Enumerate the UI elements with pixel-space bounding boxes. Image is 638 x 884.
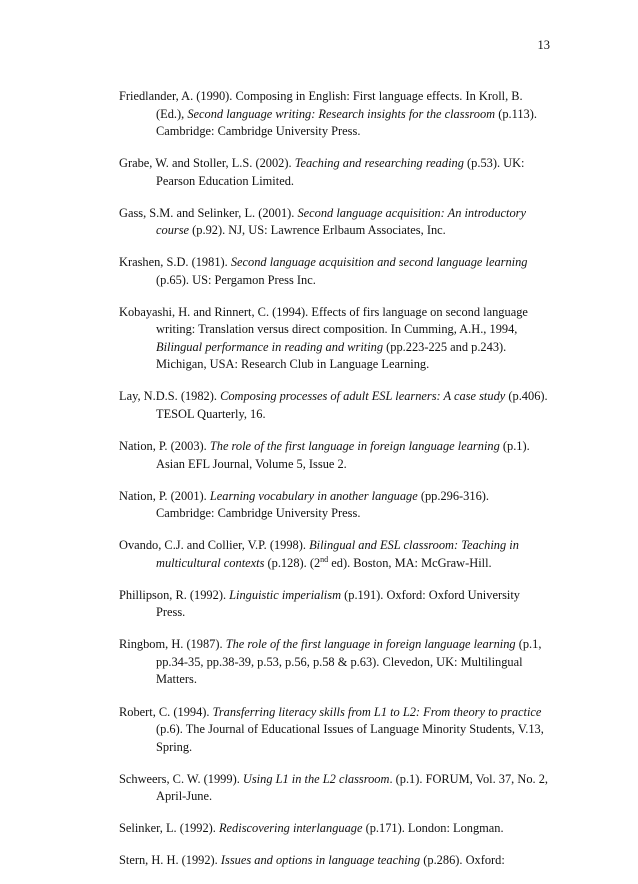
reference-authors: Friedlander, A. (1990). Composing in English: First language effects. In Kroll, B. (Ed.), [119,89,523,121]
reference-details: (p.171). London: Longman. [362,821,504,836]
reference-authors: Ringbom, H. (1987). [119,637,226,652]
reference-title: Learning vocabulary in another language [209,488,418,503]
edition-superscript: nd [320,554,329,564]
reference-title: Bilingual performance in reading and writing [156,339,384,354]
reference-details: (p.92). NJ, US: Lawrence Erlbaum Associates, Inc. [189,223,446,238]
reference-entry [119,254,549,289]
reference-title: Transferring literacy skills from L1 to L2: From theory to practice [212,704,542,719]
reference-authors: Nation, P. (2001). [119,488,210,503]
reference-authors: Gass, S.M. and Selinker, L. (2001). [119,205,298,220]
reference-details: (p.53). UK: Pearson Education Limited. [156,156,525,188]
reference-details: (p.113). Cambridge: Cambridge University Press. [156,106,537,138]
reference-details: (p.65). US: Pergamon Press Inc. [156,272,316,287]
reference-entry [119,636,549,689]
reference-details: (p.1, pp.34-35, pp.38-39, p.53, p.56, p.58 & p.63). Clevedon, UK: Multilingual Matters. [156,637,542,687]
reference-authors: Kobayashi, H. and Rinnert, C. (1994). Effects of firs language on second language writing: Translation versus direct composition. In Cumming, A.H., 1994, [119,304,528,337]
reference-details: (p.1). Asian EFL Journal, Volume 5, Issue 2. [156,439,530,471]
reference-details: (p.191). Oxford: Oxford University Press. [156,587,520,620]
reference-entry [119,704,549,757]
reference-title: The role of the first language in foreign language learning [209,439,500,454]
reference-details: . (p.1). FORUM, Vol. 37, No. 2, April-June. [156,771,549,804]
page-number: 13 [537,38,550,52]
reference-authors: Phillipson, R. (1992). [119,587,230,602]
reference-title: The role of the first language in foreign language learning [225,637,516,652]
reference-details: (p.6). The Journal of Educational Issues of Language Minority Students, V.13, Spring. [156,722,544,754]
reference-entry [119,155,549,190]
reference-title: Second language writing: Research insights for the classroom [187,106,496,121]
reference-title: Rediscovering interlanguage [218,821,363,836]
reference-entry [119,820,549,838]
reference-title: Linguistic imperialism [229,587,342,602]
reference-entry [119,438,549,473]
reference-authors: Grabe, W. and Stoller, L.S. (2002). [119,156,295,171]
reference-title: Second language acquisition and second language learning [230,255,528,270]
reference-entry [119,205,549,240]
reference-title: Teaching and researching reading [294,156,464,171]
reference-entry [119,388,549,423]
reference-authors: Nation, P. (2003). [119,439,210,454]
reference-entry [119,488,549,523]
reference-details: (pp.223-225 and p.243). Michigan, USA: Research Club in Language Learning. [156,339,507,372]
reference-list [119,88,549,884]
reference-authors: Krashen, S.D. (1981). [119,255,231,270]
reference-entry [119,771,549,806]
reference-authors: Lay, N.D.S. (1982). [119,389,221,404]
reference-entry [119,88,549,141]
reference-details-continued: ed). Boston, MA: McGraw-Hill. [328,555,492,570]
reference-authors: Schweers, C. W. (1999). [119,771,243,786]
reference-title: Second language acquisition: An introductory course [156,205,526,238]
reference-details: (p.406). TESOL Quarterly, 16. [156,389,548,421]
reference-entry [119,304,549,374]
reference-details: (p.286). Oxford: [420,853,505,868]
reference-title: Bilingual and ESL classroom: Teaching in multicultural contexts [156,538,519,570]
reference-details: (p.128). (2 [264,555,321,570]
reference-entry [119,537,549,572]
reference-details: (pp.296-316). Cambridge: Cambridge University Press. [156,488,489,521]
reference-entry [119,587,549,622]
reference-authors: Stern, H. H. (1992). [119,853,221,868]
reference-title: Issues and options in language teaching [220,853,421,868]
reference-title: Using L1 in the L2 classroom [242,771,390,786]
reference-authors: Robert, C. (1994). [119,704,213,719]
reference-title: Composing processes of adult ESL learners: A case study [220,389,506,404]
reference-authors: Ovando, C.J. and Collier, V.P. (1998). [119,538,310,553]
reference-authors: Selinker, L. (1992). [119,821,219,836]
reference-entry [119,852,549,870]
